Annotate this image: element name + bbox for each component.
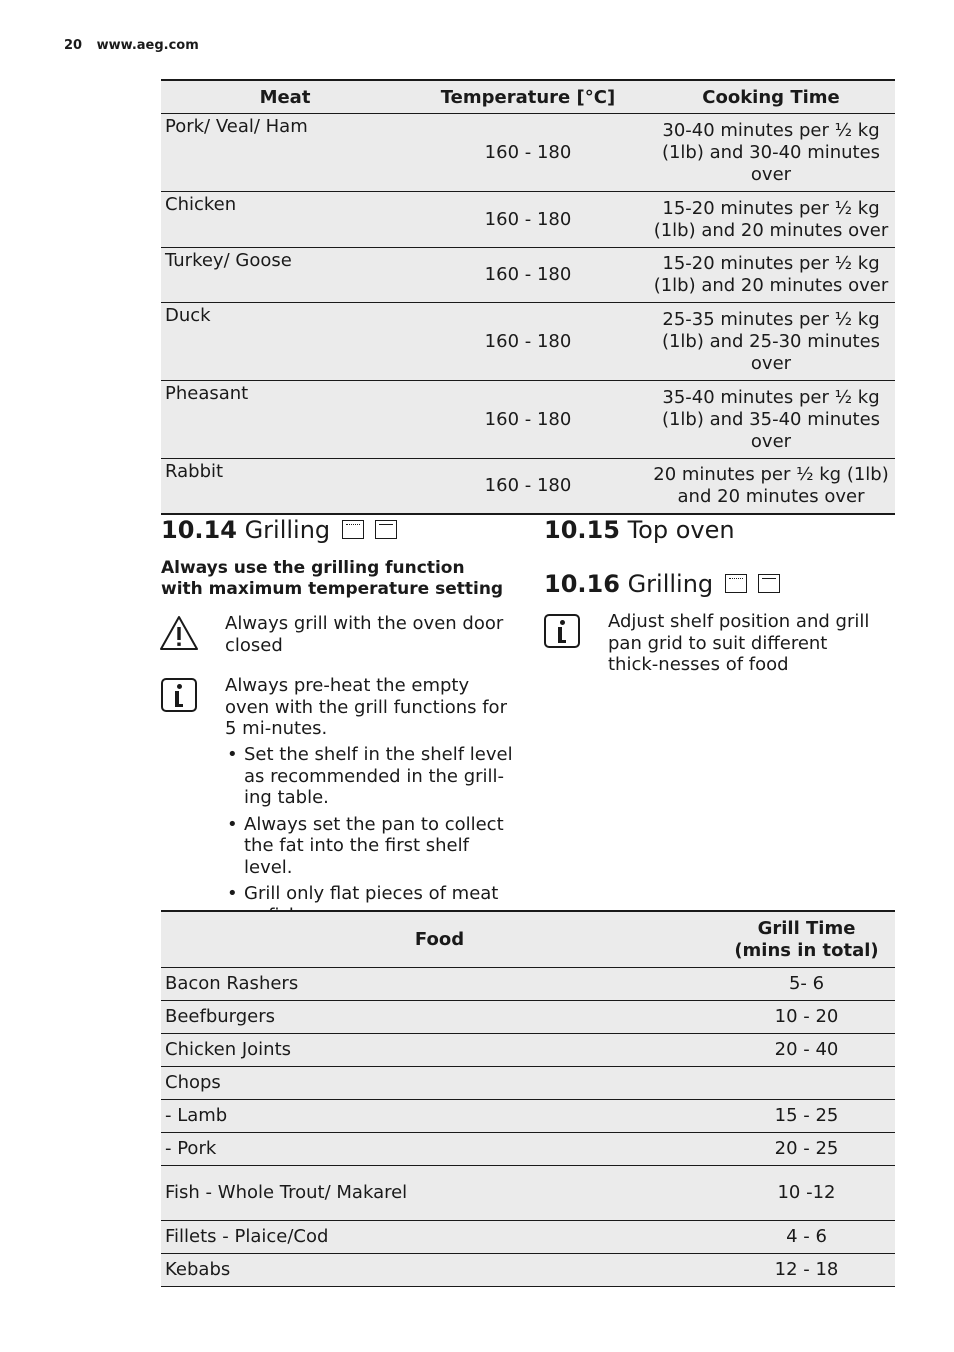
section-title: Top oven xyxy=(627,516,735,544)
meat-table-header xyxy=(161,80,895,114)
table-row xyxy=(161,1133,895,1166)
food-cell: Fillets - Plaice/Cod xyxy=(161,1221,718,1254)
col-header-food: Food xyxy=(161,911,718,968)
time-cell: 35-40 minutes per ½ kg (1lb) and 35-40 minutes over xyxy=(647,381,895,459)
table-row xyxy=(161,1254,895,1287)
section-number: 10.14 xyxy=(161,516,237,544)
col-header-meat: Meat xyxy=(161,80,409,114)
section-number: 10.15 xyxy=(544,516,620,544)
food-cell: Chops xyxy=(161,1067,718,1100)
food-cell: Chicken Joints xyxy=(161,1034,718,1067)
time-cell: 25-35 minutes per ½ kg (1lb) and 25-30 minutes over xyxy=(647,303,895,381)
page-number: 20 xyxy=(64,38,83,53)
grill-time-cell: 10 - 20 xyxy=(718,1001,895,1034)
section-heading-10-14 xyxy=(161,516,397,544)
food-cell: Fish - Whole Trout/ Makarel xyxy=(161,1166,718,1221)
table-row xyxy=(161,114,895,192)
time-cell: 20 minutes per ½ kg (1lb) and 20 minutes over xyxy=(647,459,895,514)
grill-time-cell: 10 -12 xyxy=(718,1166,895,1221)
info-icon xyxy=(161,678,197,712)
table-row xyxy=(161,459,895,514)
meat-cell: Chicken xyxy=(161,192,409,248)
col-header-temperature: Temperature [°C] xyxy=(409,80,647,114)
grill-full-icon xyxy=(375,520,397,539)
grill-time-label: Grill Time xyxy=(757,917,856,939)
temp-cell: 160 - 180 xyxy=(409,459,647,514)
grill-time-cell: 20 - 40 xyxy=(718,1034,895,1067)
table-row xyxy=(161,1166,895,1221)
grill-time-cell: 15 - 25 xyxy=(718,1100,895,1133)
grill-time-sublabel: (mins in total) xyxy=(734,939,879,961)
info-icon xyxy=(544,614,580,648)
meat-cell: Turkey/ Goose xyxy=(161,248,409,303)
food-cell: - Lamb xyxy=(161,1100,718,1133)
col-header-grill-time xyxy=(718,911,895,968)
table-row xyxy=(161,1067,895,1100)
section-number: 10.16 xyxy=(544,570,620,598)
table-row xyxy=(161,1001,895,1034)
section-heading-10-16 xyxy=(544,570,780,598)
list-item: • Grill only flat pieces of meat xyxy=(225,883,515,926)
list-item: • Always set the pan to collect the fat into the first shelf level. xyxy=(225,814,515,879)
website-url[interactable]: www.aeg.com xyxy=(96,38,199,53)
list-item: • Set the shelf in the shelf level as recommended in the grill-ing table. xyxy=(225,744,515,809)
col-header-cooking-time: Cooking Time xyxy=(647,80,895,114)
table-row xyxy=(161,1221,895,1254)
grill-time-table xyxy=(161,910,895,1287)
food-cell: Kebabs xyxy=(161,1254,718,1287)
meat-cell: Pheasant xyxy=(161,381,409,459)
info-text: Always pre-heat the empty oven with the grill functions for 5 mi-nutes. xyxy=(225,675,507,739)
table-row xyxy=(161,1034,895,1067)
temp-cell: 160 - 180 xyxy=(409,114,647,192)
time-cell: 15-20 minutes per ½ kg (1lb) and 20 minutes over xyxy=(647,248,895,303)
time-cell: 30-40 minutes per ½ kg (1lb) and 30-40 minutes over xyxy=(647,114,895,192)
grill-time-cell xyxy=(718,1067,895,1100)
info-icon xyxy=(544,614,580,648)
section-heading-10-15 xyxy=(544,516,735,544)
warning-triangle-icon xyxy=(159,614,199,656)
food-cell: Bacon Rashers xyxy=(161,968,718,1001)
temp-cell: 160 - 180 xyxy=(409,192,647,248)
grill-time-cell: 12 - 18 xyxy=(718,1254,895,1287)
temp-cell: 160 - 180 xyxy=(409,381,647,459)
grill-small-icon xyxy=(342,520,364,539)
info-icon xyxy=(161,678,197,712)
meat-cell: Rabbit xyxy=(161,459,409,514)
section-title: Grilling xyxy=(627,570,714,598)
temp-cell: 160 - 180 xyxy=(409,248,647,303)
page-header xyxy=(64,38,199,53)
meat-cell: Pork/ Veal/ Ham xyxy=(161,114,409,192)
info-text: Adjust shelf position and grill pan grid to suit different thick-nesses of food xyxy=(608,611,870,675)
grill-small-icon xyxy=(725,574,747,593)
table-row xyxy=(161,1100,895,1133)
table-row xyxy=(161,248,895,303)
table-row xyxy=(161,192,895,248)
section-title: Grilling xyxy=(244,516,331,544)
grill-time-cell: 4 - 6 xyxy=(718,1221,895,1254)
grilling-bullet-list xyxy=(225,744,515,931)
grill-time-cell: 5- 6 xyxy=(718,968,895,1001)
meat-cooking-table xyxy=(161,79,895,515)
table-row xyxy=(161,381,895,459)
food-cell: Beefburgers xyxy=(161,1001,718,1034)
grill-time-cell: 20 - 25 xyxy=(718,1133,895,1166)
grill-table-header xyxy=(161,911,895,968)
temp-cell: 160 - 180 xyxy=(409,303,647,381)
table-row xyxy=(161,303,895,381)
food-cell: - Pork xyxy=(161,1133,718,1166)
meat-cell: Duck xyxy=(161,303,409,381)
grill-full-icon xyxy=(758,574,780,593)
time-cell: 15-20 minutes per ½ kg (1lb) and 20 minutes over xyxy=(647,192,895,248)
table-row xyxy=(161,968,895,1001)
warning-text: Always grill with the oven door closed xyxy=(225,613,504,656)
grilling-bold-note: Always use the grilling function with maximum temperature setting xyxy=(161,558,504,599)
